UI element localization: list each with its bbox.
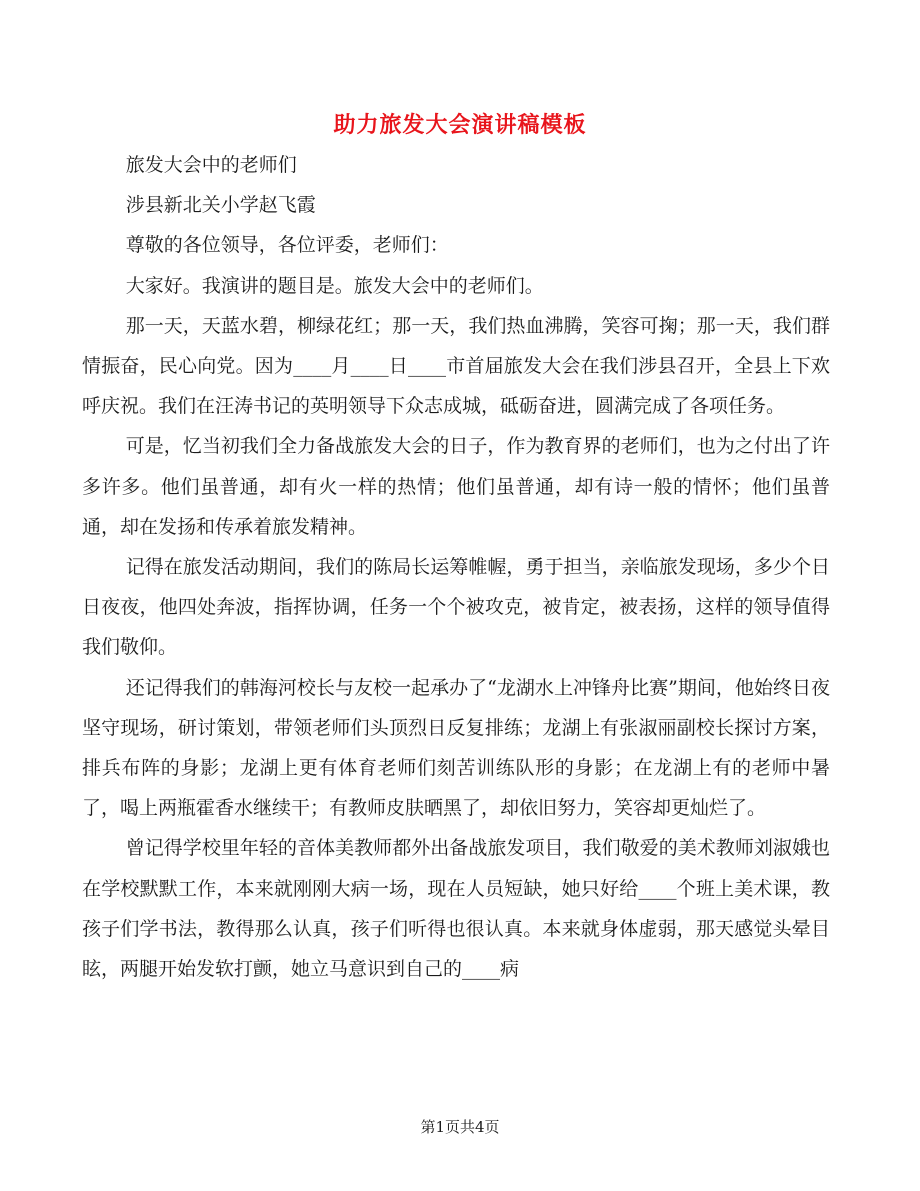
paragraph-heading: 旅发大会中的老师们 xyxy=(125,154,297,176)
paragraph-body: 还记得我们的韩海河校长与友校一起承办了“龙湖水上冲锋舟比赛”期间，他始终日夜坚守现场，研讨策划，带领老师们头顶烈日反复排练；龙湖上有张淑丽副校长探讨方案，排兵布阵的身影；龙湖上更有体育老师们刻苦训练队形的身影；在龙湖上有的老师中暑了，喝上两瓶霍香水继续干；有教师皮肤晒黑了，却依旧努力，笑容却更灿烂了。 xyxy=(82,676,830,820)
paragraph-body: 记得在旅发活动期间，我们的陈局长运筹帷幄，勇于担当，亲临旅发现场，多少个日日夜夜，他四处奔波，指挥协调，任务一个个被攻克，被肯定，被表扬，这样的领导值得我们敬仰。 xyxy=(82,556,830,659)
document-body xyxy=(82,145,830,989)
paragraph-body: 曾记得学校里年轻的音体美教师都外出备战旅发项目，我们敬爱的美术教师刘淑娥也在学校默默工作，本来就刚刚大病一场，现在人员短缺，她只好给____个班上美术课，教孩子们学书法，教得那么认真，孩子们听得也很认真。本来就身体虚弱，那天感觉头晕目眩，两腿开始发软打颤，她立马意识到自己的____病 xyxy=(82,837,830,981)
paragraph-author: 涉县新北关小学赵飞霞 xyxy=(125,194,316,217)
page-footer: 第1页共4页 xyxy=(420,1118,500,1136)
paragraph-body: 那一天，天蓝水碧，柳绿花红；那一天，我们热血沸腾，笑容可掬；那一天，我们群情振奋，民心向党。因为____月____日____市首届旅发大会在我们涉县召开，全县上下欢呼庆祝。我们在汪涛书记的英明领导下众志成城，砥砺奋进，圆满完成了各项任务。 xyxy=(82,314,830,418)
paragraph-body: 可是，忆当初我们全力备战旅发大会的日子，作为教育界的老师们，也为之付出了许多许多。他们虽普通，却有火一样的热情；他们虽普通，却有诗一般的情怀；他们虽普通，却在发扬和传承着旅发精神。 xyxy=(82,435,830,538)
document-title: 助力旅发大会演讲稿模板 xyxy=(333,112,587,138)
paragraph-greeting: 大家好。我演讲的题目是。旅发大会中的老师们。 xyxy=(125,274,544,297)
paragraph-salutation: 尊敬的各位领导，各位评委，老师们： xyxy=(125,234,449,257)
